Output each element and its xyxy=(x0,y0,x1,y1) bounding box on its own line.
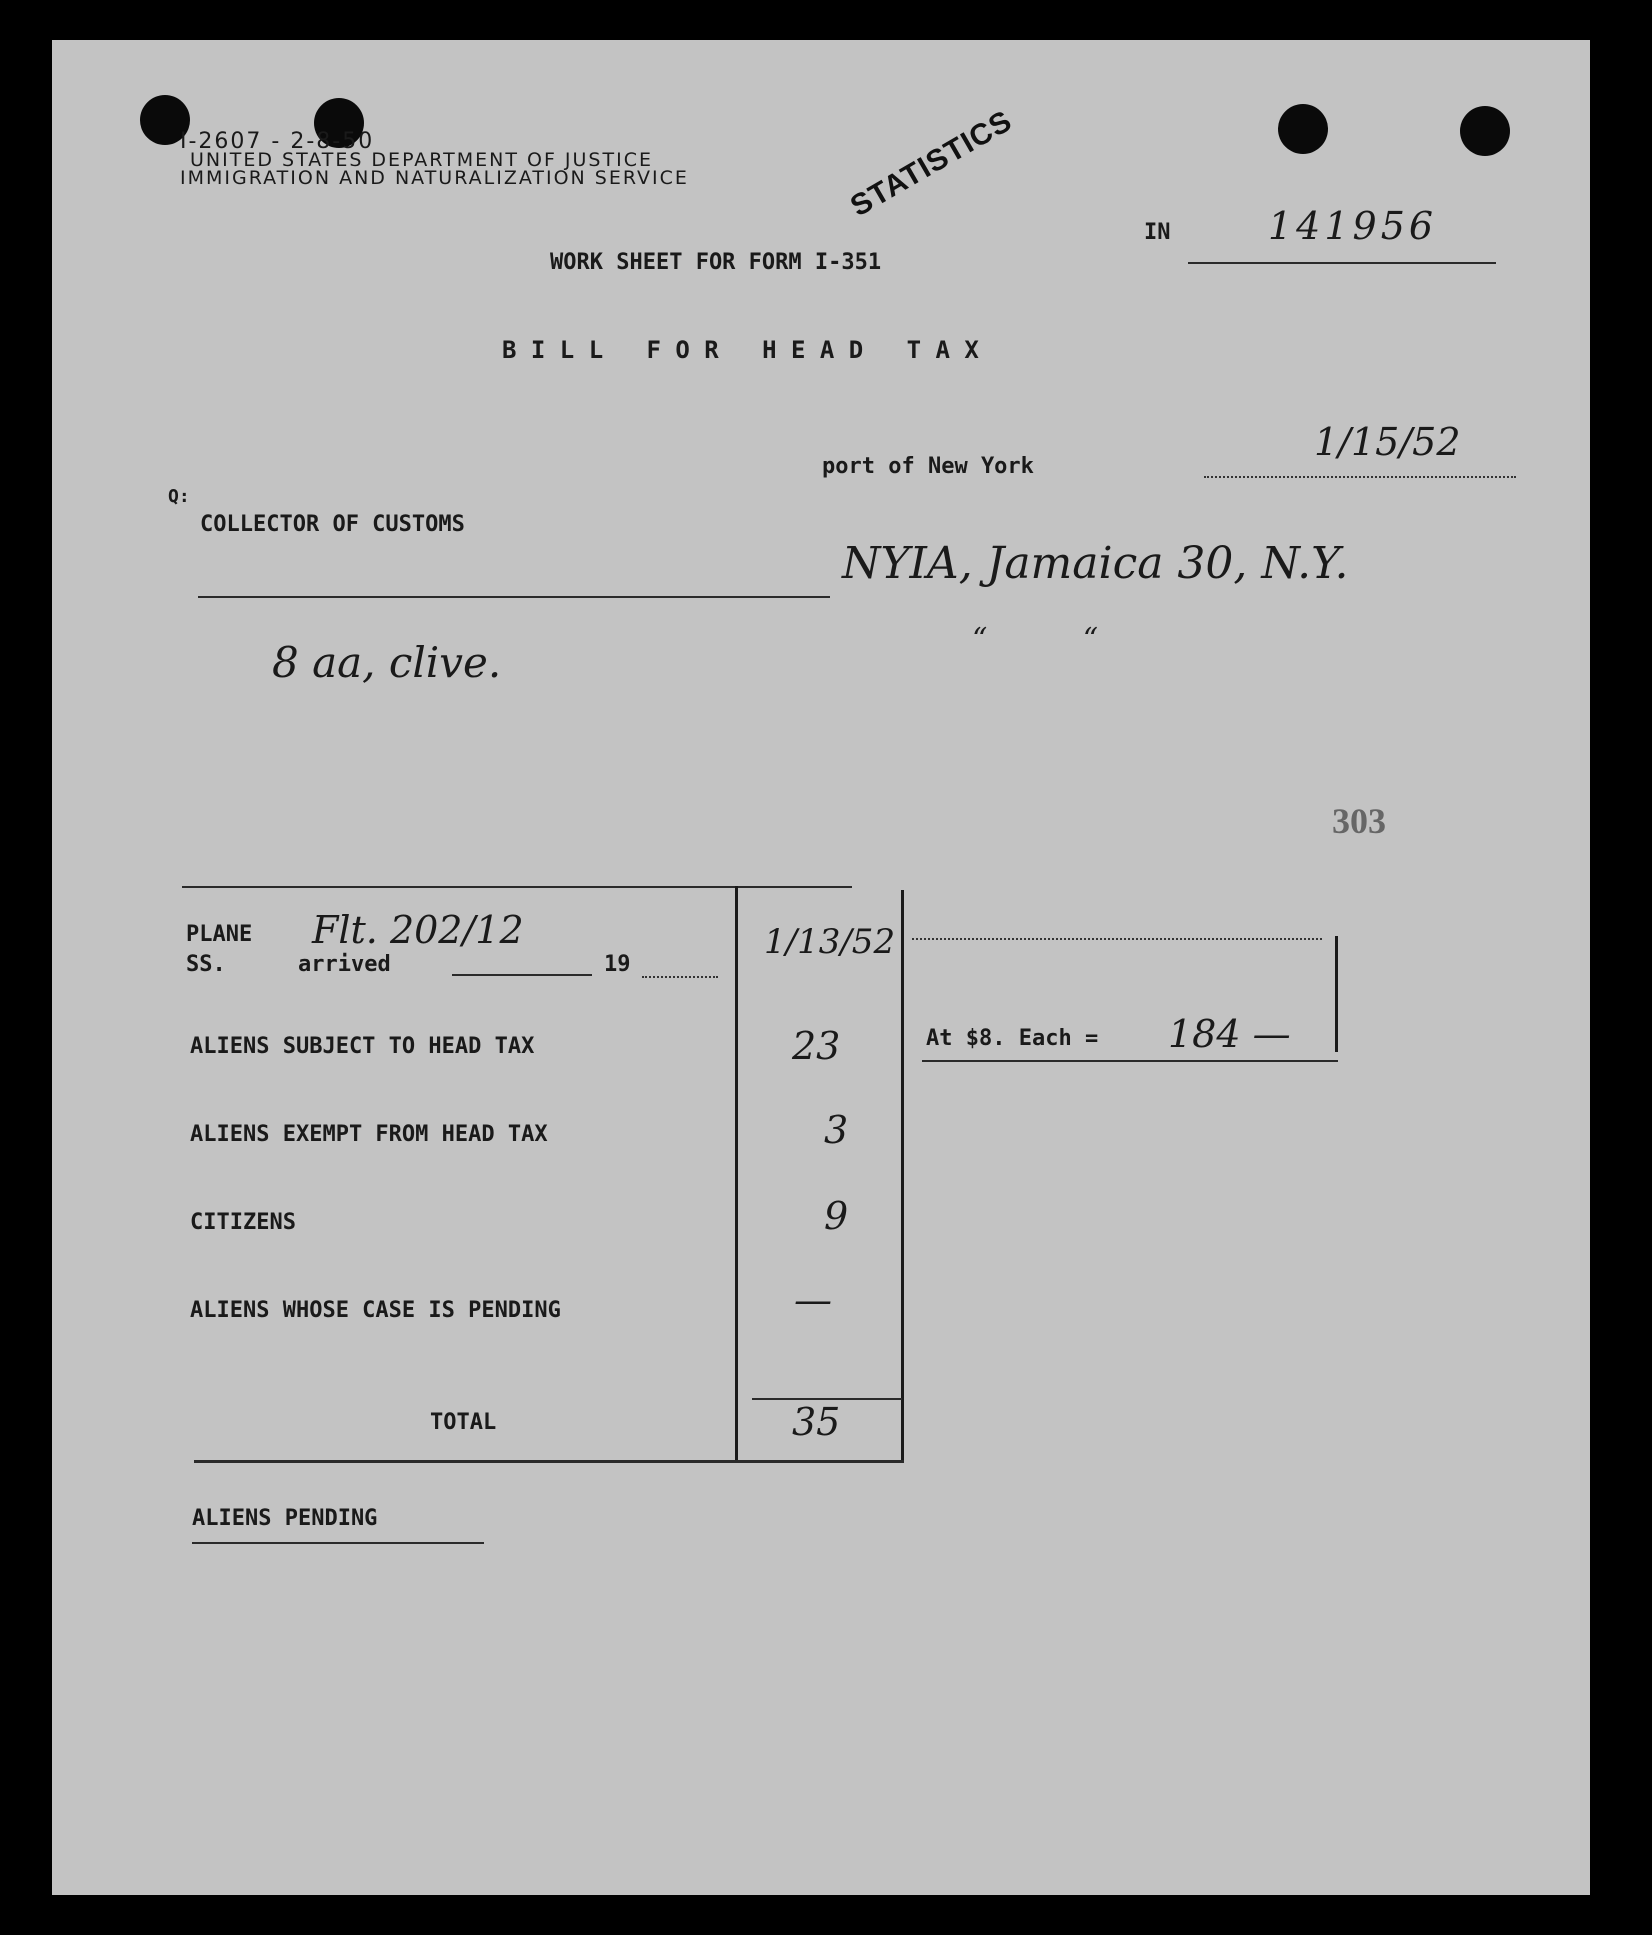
to-label: Q: xyxy=(168,486,190,507)
table-row-value: — xyxy=(794,1278,832,1322)
table-row-value: 3 xyxy=(824,1108,849,1152)
year-prefix: 19 xyxy=(604,952,631,977)
calc-box-right xyxy=(1335,936,1338,1052)
table-row-label: ALIENS WHOSE CASE IS PENDING xyxy=(190,1298,561,1323)
in-number: 141956 xyxy=(1268,204,1438,248)
arrived-underline xyxy=(452,974,592,976)
table-top-border xyxy=(182,886,852,888)
in-number-underline xyxy=(1188,262,1496,264)
flight-handwritten: Flt. 202/12 xyxy=(312,908,524,952)
table-row-label: ALIENS SUBJECT TO HEAD TAX xyxy=(190,1034,535,1059)
punch-hole xyxy=(1460,106,1510,156)
calc-amount: 184 — xyxy=(1168,1012,1291,1056)
total-value: 35 xyxy=(792,1400,841,1444)
document-sheet xyxy=(52,40,1590,1895)
in-label: IN xyxy=(1144,220,1171,245)
port-text: port of New York xyxy=(822,454,1034,479)
form-reference: I-2607 - 2-8-50 xyxy=(180,129,375,154)
aliens-pending-underline xyxy=(192,1542,484,1544)
service-name: IMMIGRATION AND NATURALIZATION SERVICE xyxy=(180,167,689,189)
calc-label: At $8. Each = xyxy=(926,1026,1099,1051)
punch-hole xyxy=(1278,104,1328,154)
statistics-stamp: STATISTICS xyxy=(845,104,1018,224)
calc-box-bottom xyxy=(922,1060,1338,1062)
bill-title: B I L L F O R H E A D T A X xyxy=(502,336,979,364)
date-handwritten: 1/15/52 xyxy=(1314,420,1461,464)
total-label: TOTAL xyxy=(430,1410,497,1435)
table-bottom-border xyxy=(194,1460,904,1463)
table-row-label: ALIENS EXEMPT FROM HEAD TAX xyxy=(190,1122,548,1147)
collector-underline xyxy=(198,596,830,598)
table-row-label: CITIZENS xyxy=(190,1210,296,1235)
table-row-value: 9 xyxy=(824,1194,849,1238)
collector-label: COLLECTOR OF CUSTOMS xyxy=(200,512,465,537)
department-name: UNITED STATES DEPARTMENT OF JUSTICE xyxy=(190,149,653,171)
table-row-value: 23 xyxy=(792,1024,841,1068)
arrival-date: 1/13/52 xyxy=(764,922,896,962)
work-sheet-title: WORK SHEET FOR FORM I-351 xyxy=(550,250,882,275)
ss-label: SS. xyxy=(186,952,226,977)
table-divider xyxy=(735,886,738,1460)
table-right-border xyxy=(901,890,904,1462)
arrived-label: arrived xyxy=(298,952,391,977)
left-handwritten-note: 8 aa, clive. xyxy=(272,638,502,687)
address-handwritten: NYIA, Jamaica 30, N.Y. xyxy=(842,538,1349,589)
calc-box-top xyxy=(912,938,1322,940)
year-underline xyxy=(642,976,718,978)
ditto-marks: “ “ xyxy=(972,622,1099,657)
aliens-pending-label: ALIENS PENDING xyxy=(192,1506,378,1531)
date-underline xyxy=(1204,476,1516,478)
page-number: 303 xyxy=(1332,801,1386,841)
plane-label: PLANE xyxy=(186,922,253,947)
